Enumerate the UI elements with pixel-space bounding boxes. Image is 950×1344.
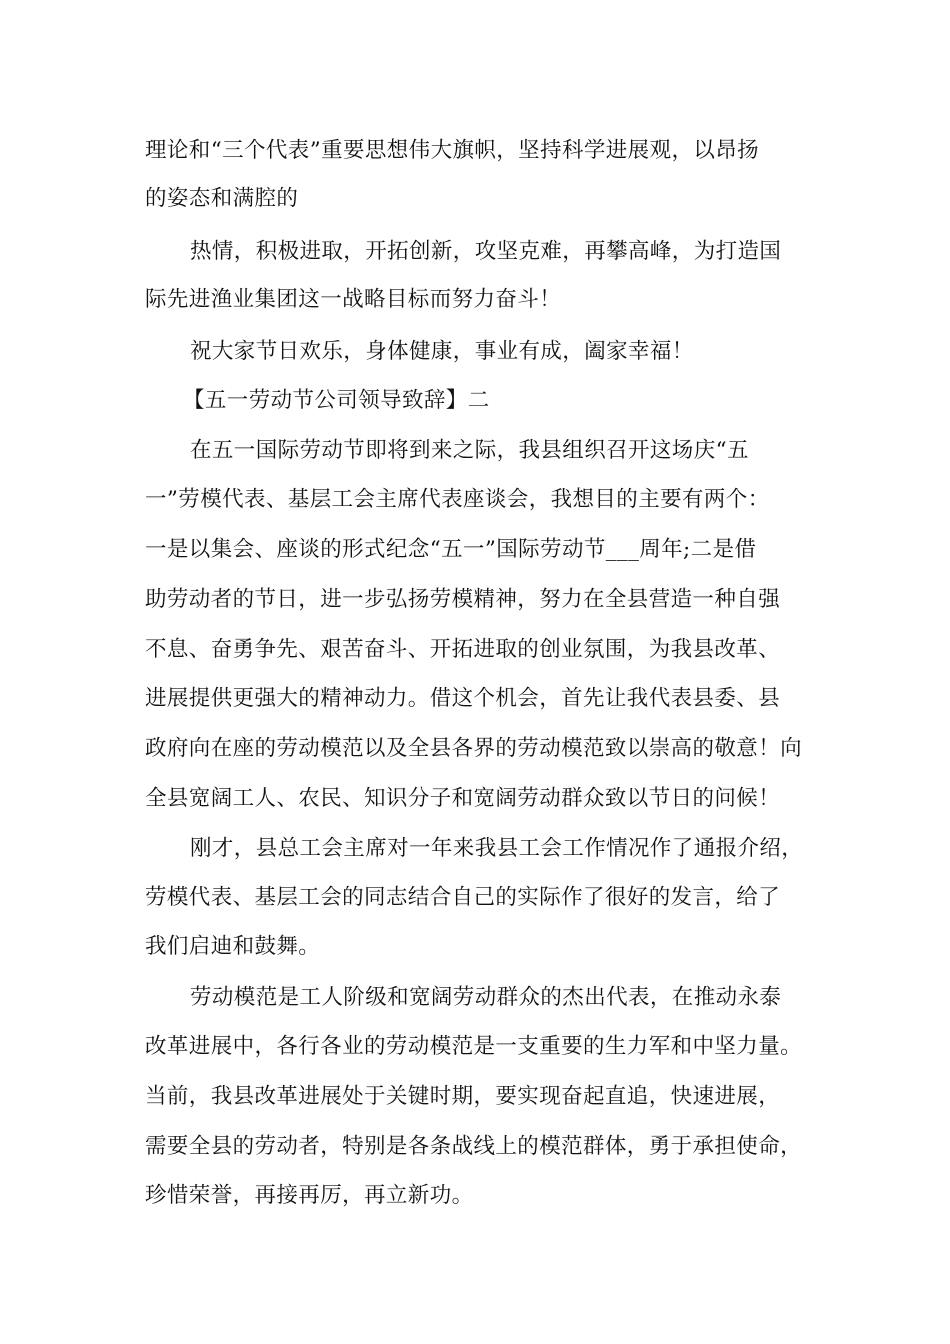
text-line-11: 不息、奋勇争先、艰苦奋斗、开拓进取的创业氛围，为我县改革、: [145, 637, 781, 662]
text-line-17: 我们启迪和鼓舞。: [145, 934, 321, 959]
text-line-4: 际先进渔业集团这一战略目标而努力奋斗！: [145, 287, 562, 312]
text-line-12: 进展提供更强大的精神动力。借这个机会，首先让我代表县委、县: [145, 686, 781, 711]
text-line-13: 政府向在座的劳动模范以及全县各界的劳动模范致以崇高的敬意！向: [145, 736, 803, 761]
text-line-2: 的姿态和满腔的: [145, 186, 299, 211]
text-line-15: 刚才，县总工会主席对一年来我县工会工作情况作了通报介绍，: [190, 836, 804, 861]
text-line-22: 珍惜荣誉，再接再厉，再立新功。: [145, 1183, 474, 1208]
text-line-20: 当前，我县改革进展处于关键时期，要实现奋起直追，快速进展，: [145, 1084, 781, 1109]
text-line-9: 一是以集会、座谈的形式纪念“五一”国际劳动节___周年;二是借: [145, 537, 757, 562]
text-line-5: 祝大家节日欢乐，身体健康，事业有成，阖家幸福！: [190, 339, 694, 364]
text-line-3: 热情，积极进取，开拓创新，攻坚克难，再攀高峰，为打造国: [190, 239, 782, 264]
text-line-10: 助劳动者的节日，进一步弘扬劳模精神，努力在全县营造一种自强: [145, 587, 781, 612]
text-line-8: 一”劳模代表、基层工会主席代表座谈会，我想目的主要有两个：: [145, 487, 770, 512]
text-line-7: 在五一国际劳动节即将到来之际，我县组织召开这场庆“五: [190, 438, 749, 463]
text-line-1: 理论和“三个代表”重要思想伟大旗帜，坚持科学进展观，以昂扬: [145, 138, 760, 163]
section-heading: 【五一劳动节公司领导致辞】二: [183, 388, 490, 413]
text-line-14: 全县宽阔工人、农民、知识分子和宽阔劳动群众致以节日的问候！: [145, 786, 781, 811]
text-line-18: 劳动模范是工人阶级和宽阔劳动群众的杰出代表，在推动永泰: [190, 985, 782, 1010]
text-line-16: 劳模代表、基层工会的同志结合自己的实际作了很好的发言，给了: [145, 885, 781, 910]
text-line-21: 需要全县的劳动者，特别是各条战线上的模范群体，勇于承担使命，: [145, 1134, 803, 1159]
text-line-19: 改革进展中，各行各业的劳动模范是一支重要的生力军和中坚力量。: [145, 1034, 803, 1059]
